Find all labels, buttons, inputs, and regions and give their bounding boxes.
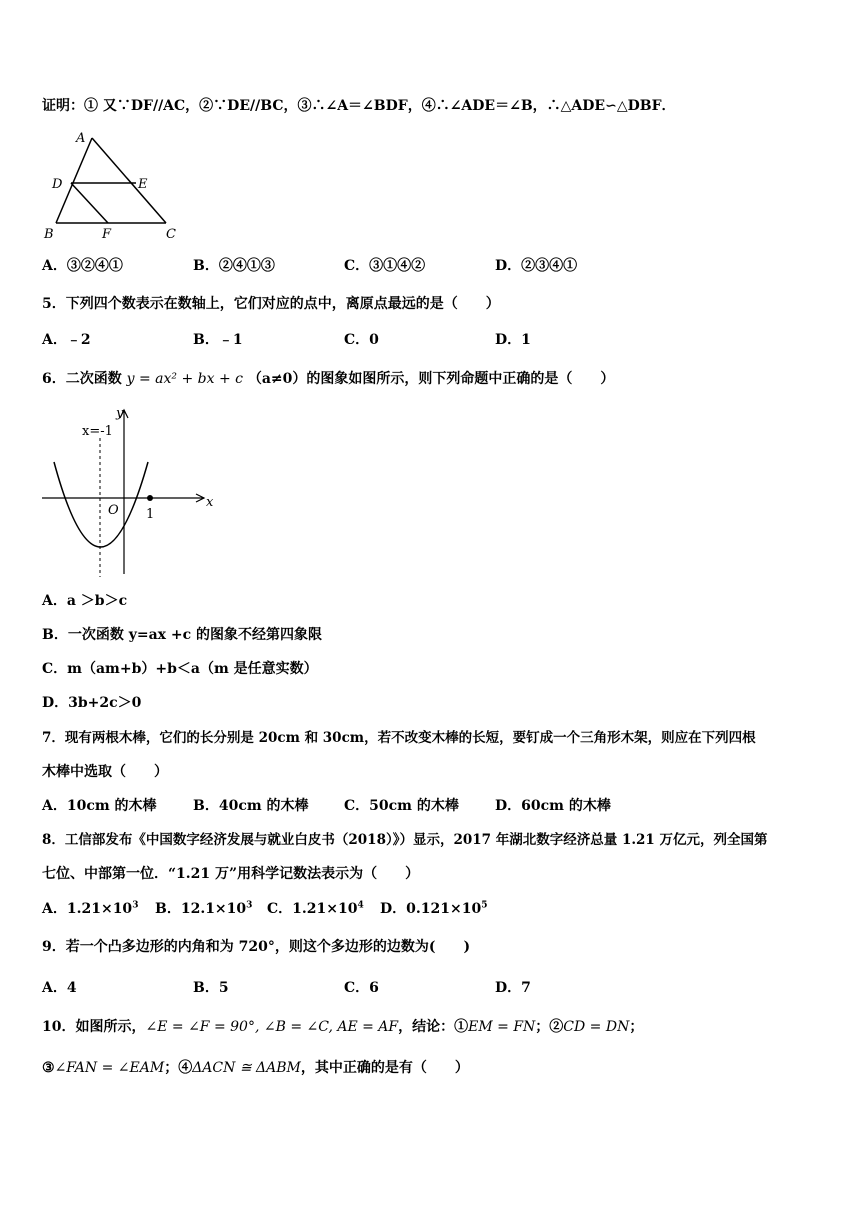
q6-suffix: 的图象如图所示，则下列命题中正确的是（ ）: [306, 371, 615, 387]
q4-option-b: B．②④①③: [193, 258, 275, 274]
q6-prefix: 6．二次函数: [42, 371, 122, 387]
q9-option-b: B．5: [193, 980, 229, 996]
proof-line: 证明：① 又∵DF//AC，②∵DE//BC，③∴∠A＝∠BDF，④∴∠ADE＝∠B，∴△ADE∽△DBF．: [42, 98, 676, 114]
q5-option-d: D．1: [495, 332, 531, 348]
q10-line2: ③∠FAN = ∠EAM；④ΔACN ≅ ΔABM，其中正确的是有（ ）: [42, 1060, 469, 1076]
q7-option-c: C．50cm 的木棒: [344, 798, 459, 814]
q7-line1: 7．现有两根木棒，它们的长分别是 20cm 和 30cm，若不改变木棒的长短，要钉成一个三角形木架，则应在下列四根: [42, 730, 756, 746]
axis-line-label: x=-1: [82, 424, 113, 439]
q8-line1: 8．工信部发布《中国数字经济发展与就业白皮书（2018）》）显示，2017 年湖北数字经济总量 1.21 万亿元，列全国第: [42, 832, 768, 848]
q4-option-a: A．③②④①: [42, 258, 123, 274]
label-B: B: [44, 227, 54, 242]
one-label: 1: [146, 507, 155, 522]
q7-option-b: B．40cm 的木棒: [193, 798, 309, 814]
q8-option-c: C．$1.21\times 10^4$: [267, 900, 364, 917]
label-C: C: [166, 227, 176, 242]
label-D: D: [52, 177, 63, 192]
y-axis-label: y: [116, 406, 124, 421]
q7-option-d: D．60cm 的木棒: [495, 798, 611, 814]
q8-option-d: D．$0.121\times 10^5$: [380, 900, 488, 917]
q5-option-b: B．﹣1: [193, 332, 243, 348]
triangle-figure: [38, 130, 188, 245]
q7-option-a: A．10cm 的木棒: [42, 798, 157, 814]
q9-option-d: D．7: [495, 980, 531, 996]
q6-option-c: C．m（am+b）+b＜a（m 是任意实数）: [42, 661, 318, 677]
q5-stem: 5．下列四个数表示在数轴上，它们对应的点中，离原点最远的是（ ）: [42, 296, 500, 312]
q4-option-c: C．③①④②: [344, 258, 426, 274]
q9-option-a: A．4: [42, 980, 77, 996]
label-F: F: [102, 227, 112, 242]
q5-option-a: A．﹣2: [42, 332, 91, 348]
q6-option-d: D．3b+2c＞0: [42, 695, 142, 711]
q4-option-d: D．②③④①: [495, 258, 578, 274]
q8-line2: 七位、中部第一位．“1.21 万”用科学记数法表示为（ ）: [42, 866, 420, 882]
parabola-graph: [36, 402, 226, 582]
q6-option-a: A．a ＞b＞c: [42, 593, 128, 609]
label-A: A: [76, 131, 86, 146]
x-axis-label: x: [206, 495, 214, 510]
q6-formula: y = ax² + bx + c: [126, 371, 243, 387]
q9-stem: 9．若一个凸多边形的内角和为 720°，则这个多边形的边数为( ): [42, 939, 471, 955]
q8-option-a: A．$1.21\times 10^3$: [42, 900, 139, 917]
q7-line2: 木棒中选取（ ）: [42, 764, 168, 780]
origin-label: O: [108, 503, 119, 518]
label-E: E: [138, 177, 148, 192]
q9-option-c: C．6: [344, 980, 379, 996]
q6-stem: [42, 369, 614, 389]
q5-option-c: C．0: [344, 332, 379, 348]
q10-line1: 10．如图所示，∠E = ∠F = 90°, ∠B = ∠C, AE = AF，结论：①EM = FN；②CD = DN；: [42, 1019, 644, 1035]
q6-cond: （a≠0）: [247, 371, 307, 387]
q6-option-b: B．一次函数 y=ax +c 的图象不经第四象限: [42, 627, 322, 643]
q8-option-b: B．$12.1\times 10^3$: [155, 900, 253, 917]
